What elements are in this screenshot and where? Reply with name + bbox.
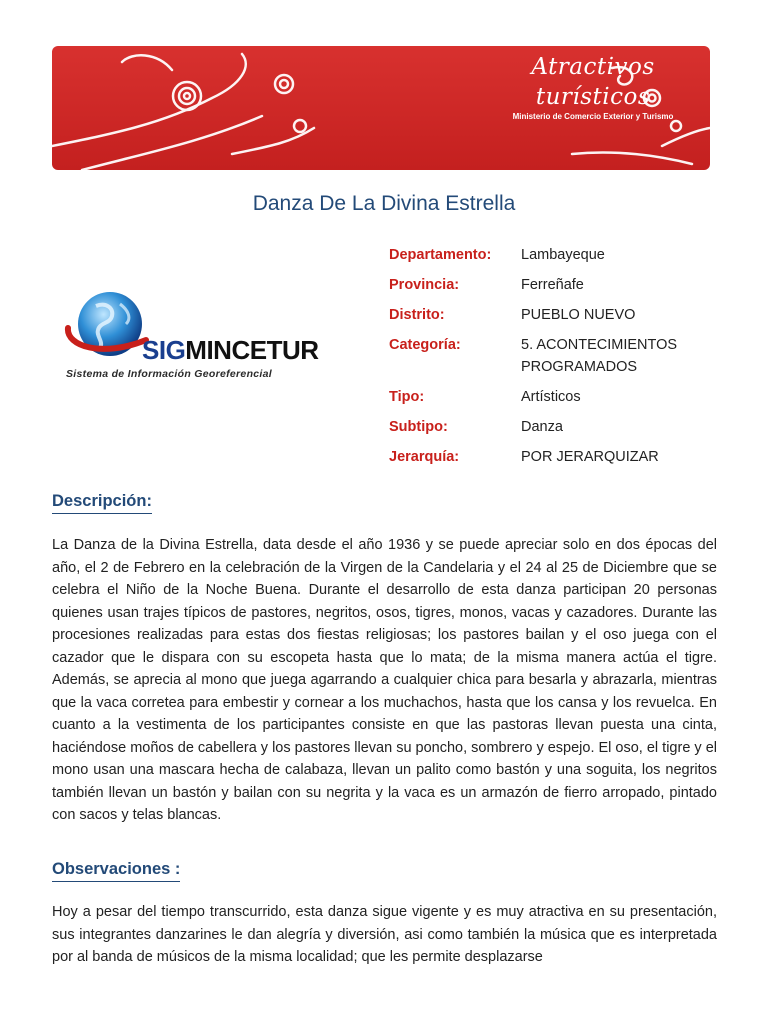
info-value: Ferreñafe: [521, 277, 584, 293]
info-label: Subtipo:: [389, 419, 448, 435]
description-heading: Descripción:: [52, 492, 152, 514]
info-label: Distrito:: [389, 307, 445, 323]
observations-text: Hoy a pesar del tiempo transcurrido, esta danza sigue vigente y es muy atractiva en su presentación, sus integrantes danzarines le dan alegría y diversión, asi como también la música que es interpretada por al banda de músicos de la misma localidad; que les permite desplazarse: [52, 904, 717, 965]
info-row: [389, 244, 691, 266]
info-value: Danza: [521, 419, 563, 435]
info-row: [389, 446, 691, 468]
logo-sig-text: SIG: [142, 335, 186, 365]
info-label: Jerarquía:: [389, 449, 460, 465]
info-label: Provincia:: [389, 277, 460, 293]
info-label: Tipo:: [389, 389, 425, 405]
info-row: [389, 274, 691, 296]
info-value: Lambayeque: [521, 247, 605, 263]
page-title: Danza De La Divina Estrella: [252, 192, 516, 215]
info-value: Artísticos: [521, 389, 581, 405]
header-banner: [52, 46, 710, 170]
globe-icon: [62, 284, 152, 374]
info-row: [389, 334, 691, 378]
info-row: [389, 416, 691, 438]
info-row: [389, 304, 691, 326]
info-value: PUEBLO NUEVO: [521, 307, 636, 323]
brand-subtitle: Ministerio de Comercio Exterior y Turismo: [512, 112, 674, 121]
info-table: [389, 244, 691, 476]
info-value: 5. ACONTECIMIENTOS PROGRAMADOS: [521, 337, 678, 375]
info-label: Departamento:: [389, 247, 492, 263]
logo-tagline: Sistema de Información Georeferencial: [66, 368, 273, 380]
info-label: Categoría:: [389, 337, 461, 353]
info-row: [389, 386, 691, 408]
info-value: POR JERARQUIZAR: [521, 449, 659, 465]
observations-heading: Observaciones :: [52, 860, 180, 882]
sig-mincetur-logo: [62, 284, 352, 394]
brand-title: Atractivos turísticos: [531, 54, 655, 110]
description-text: La Danza de la Divina Estrella, data desde el año 1936 y se puede apreciar solo en dos épocas del año, el 2 de Febrero en la celebración de la Virgen de la Candelaria y el 24 al 25 de Diciembre que se celebra el Niño de la Noche Buena. Durante el desarrollo de esta danza participan 20 personas quienes usan trajes típicos de pastores, negritos, osos, tigres, monos, vacas y cazadores. Durante las procesiones realizadas para estas dos fiestas religiosas; los pastores bailan y el oso juega con el cazador que le dispara con su escopeta hasta que lo mata; de la misma manera actúa el tigre. Además, se aprecia al mono que juega agarrando a cualquier chica para besarla y abrazarla, mientras que la vaca corretea para embestir y cornear a los muchachos, hasta que los cansa y los revuelca. En cuanto a la vestimenta de los participantes consiste en que las pastoras llevan puesta una cinta, haciéndose moños de cabellera y los pastores llevan su poncho, sombrero y espejo. El oso, el tigre y el mono usan una mascara hecha de calabaza, llevan un palito como bastón y una soguita, los negritos también llevan un bastón y bailan con su negrita y la vaca es un armazón de fierro arropado, pintado con sacos y telas blancas.: [52, 537, 717, 823]
brand-block: [482, 52, 704, 122]
logo-mincetur-text: MINCETUR: [185, 335, 319, 365]
